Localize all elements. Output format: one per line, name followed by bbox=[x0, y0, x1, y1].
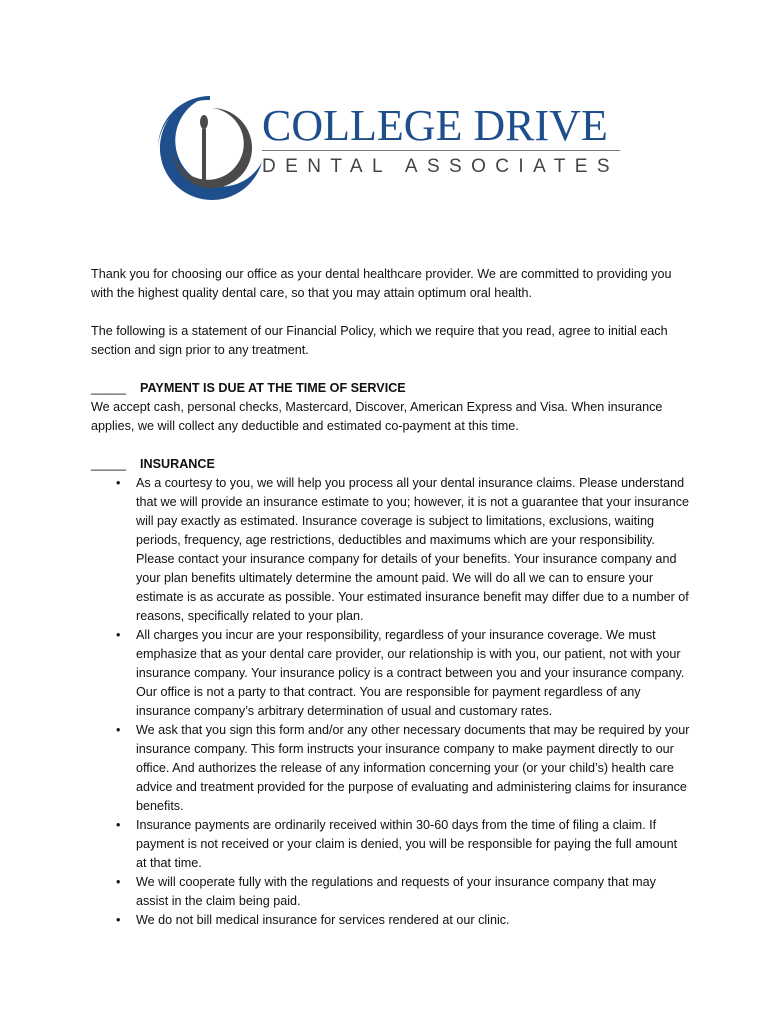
list-item-text: All charges you incur are your responsibility, regardless of your insurance coverage. We must emphasize that as your dental care provider, our relationship is with you, our patient, not with your insurance company. Your insurance policy is a contract between you and your insurance company. Our office is not a party to that contract. You are responsible for payment regardless of any insurance company’s arbitrary determination of usual and customary rates. bbox=[136, 628, 685, 718]
bullet-icon: • bbox=[116, 476, 121, 490]
initial-blank[interactable]: _____ bbox=[91, 381, 127, 395]
section-title: INSURANCE bbox=[140, 457, 215, 471]
bullet-icon: • bbox=[116, 913, 121, 927]
section-heading-payment bbox=[91, 379, 691, 398]
list-item bbox=[116, 626, 691, 721]
payment-paragraph: We accept cash, personal checks, Mastercard, Discover, American Express and Visa. When insurance applies, we will collect any deductible and estimated co-payment at this time. bbox=[91, 400, 663, 433]
policy-body bbox=[91, 265, 691, 930]
insurance-bullet-list bbox=[91, 474, 691, 930]
logo-subtitle: DENTAL ASSOCIATES bbox=[262, 156, 619, 177]
bullet-icon: • bbox=[116, 875, 121, 889]
list-item-text: We ask that you sign this form and/or any other necessary documents that may be required by your insurance company. This form instructs your insurance company to make payment directly to our office. And authorizes the release of any information concerning your (or your child’s) health care advice and treatment provided for the purpose of evaluating and administering claims for insurance benefits. bbox=[136, 723, 690, 813]
intro-paragraph-2: The following is a statement of our Financial Policy, which we require that you read, agree to initial each section and sign prior to any treatment. bbox=[91, 324, 668, 357]
practice-logo bbox=[150, 92, 630, 202]
list-item-text: Insurance payments are ordinarily received within 30-60 days from the time of filing a claim. If payment is not received or your claim is denied, you will be responsible for paying the full amount at that time. bbox=[136, 818, 678, 870]
initial-blank[interactable]: _____ bbox=[91, 457, 127, 471]
bullet-icon: • bbox=[116, 818, 121, 832]
logo-title: COLLEGE DRIVE bbox=[262, 101, 608, 150]
bullet-icon: • bbox=[116, 628, 121, 642]
list-item bbox=[116, 474, 691, 626]
list-item bbox=[116, 911, 691, 930]
section-heading-insurance bbox=[91, 455, 691, 474]
logo-divider bbox=[262, 150, 620, 151]
intro-paragraph-1: Thank you for choosing our office as your dental healthcare provider. We are committed to providing you with the highest quality dental care, so that you may attain optimum oral health. bbox=[91, 267, 672, 300]
list-item bbox=[116, 721, 691, 816]
bullet-icon: • bbox=[116, 723, 121, 737]
list-item bbox=[116, 873, 691, 911]
list-item-text: We will cooperate fully with the regulations and requests of your insurance company that may assist in the claim being paid. bbox=[136, 875, 656, 908]
list-item-text: We do not bill medical insurance for services rendered at our clinic. bbox=[136, 913, 510, 927]
section-title: PAYMENT IS DUE AT THE TIME OF SERVICE bbox=[140, 381, 406, 395]
list-item-text: As a courtesy to you, we will help you process all your dental insurance claims. Please understand that we will provide an insurance estimate to you; however, it is not a guarantee that your insurance will pay exactly as estimated. Insurance coverage is subject to limitations, exclusions, waiting periods, frequency, age restrictions, deductibles and maximums which are your responsibility. Please contact your insurance company for details of your benefits. Your insurance company and your plan benefits ultimately determine the amount paid. We will do all we can to ensure your estimate is as accurate as possible. Your estimated insurance benefit may differ due to a number of reasons, specifically related to your plan. bbox=[136, 476, 690, 623]
tooth-brush-ring-icon bbox=[150, 92, 270, 202]
list-item bbox=[116, 816, 691, 873]
